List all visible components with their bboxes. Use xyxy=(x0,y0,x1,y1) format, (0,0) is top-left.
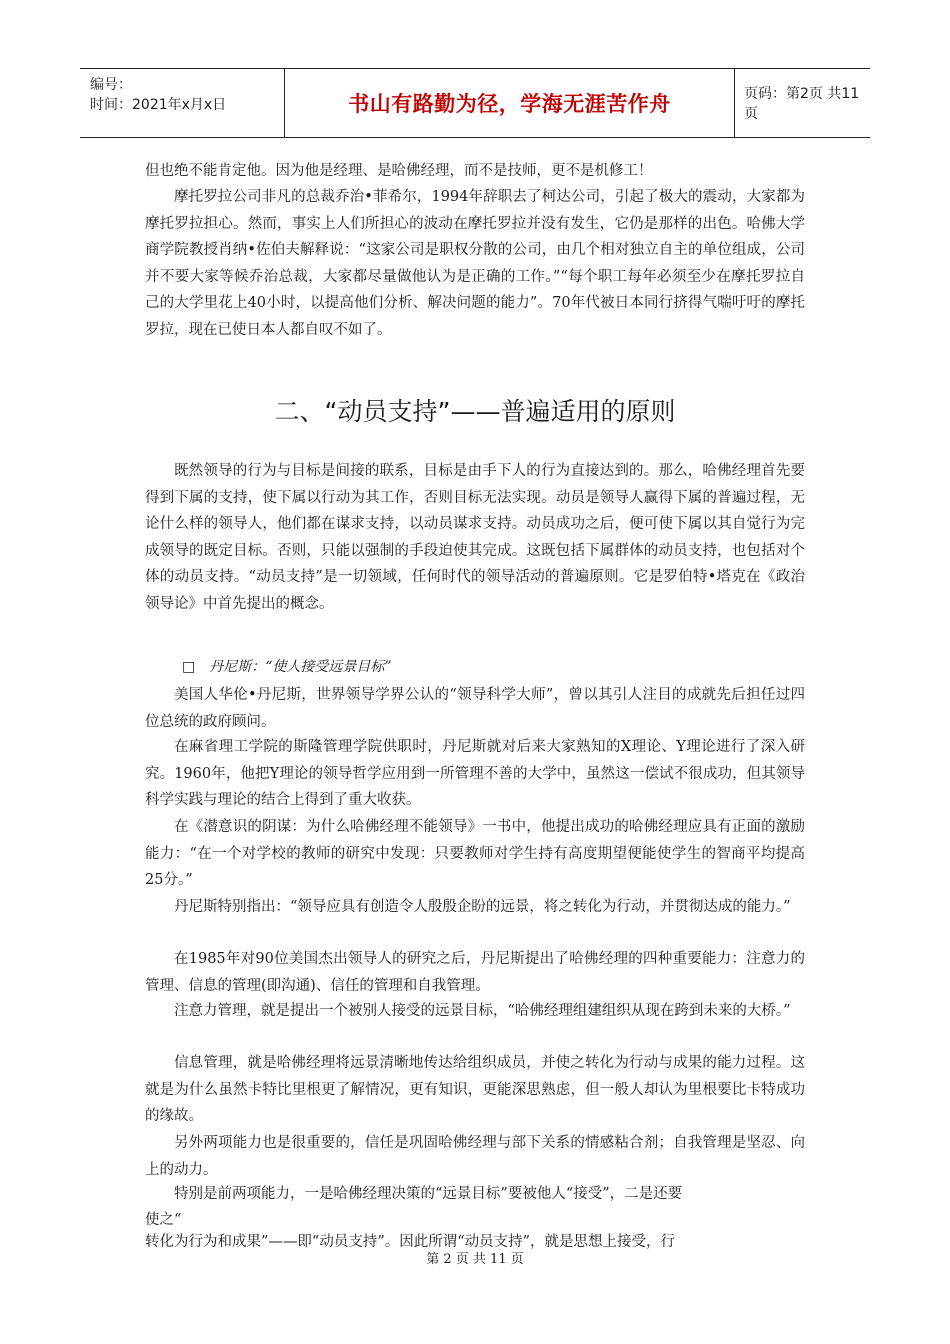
checkbox-glyph-icon: □ xyxy=(182,659,196,675)
header-meta xyxy=(80,69,285,137)
paragraph-9: 注意力管理，就是提出一个被别人接受的远景目标，“哈佛经理组建组织从现在跨到未来的大桥。” xyxy=(174,1003,791,1019)
paragraph-8: 在1985年对90位美国杰出领导人的研究之后，丹尼斯提出了哈佛经理的四种重要能力：注意力的管理、信息的管理(即沟通)、信任的管理和自我管理。 xyxy=(145,951,805,994)
code-label: 编号： xyxy=(90,77,132,93)
paragraph-7: 丹尼斯特别指出：“领导应具有创造令人殷殷企盼的远景，将之转化为行动，并贯彻达成的能力。” xyxy=(174,899,791,915)
paragraph-5: 在麻省理工学院的斯隆管理学院供职时，丹尼斯就对后来大家熟知的X理论、Y理论进行了深入研究。1960年，他把Y理论的领导哲学应用到一所管理不善的大学中，虽然这一偿试不很成功，但其领导科学实践与理论的结合上得到了重大收获。 xyxy=(145,739,805,808)
subheading xyxy=(182,656,392,676)
paragraph-3: 既然领导的行为与目标是间接的联系，目标是由手下人的行为直接达到的。那么，哈佛经理首先要得到下属的支持，使下属以行动为其工作，否则目标无法实现。动员是领导人赢得下属的普遍过程，无论什么样的领导人，他们都在谋求支持，以动员谋求支持。动员成功之后，便可使下属以其自觉行为完成领导的既定目标。否则，只能以强制的手段迫使其完成。这既包括下属群体的动员支持，也包括对个体的动员支持。“动员支持”是一切领域，任何时代的领导活动的普遍原则。它是罗伯特•塔克在《政治领导论》中首先提出的概念。 xyxy=(145,463,805,612)
paragraph-2: 摩托罗拉公司非凡的总裁乔治•菲希尔，1994年辞职去了柯达公司，引起了极大的震动，大家都为摩托罗拉担心。然而，事实上人们所担心的波动在摩托罗拉并没有发生，它仍是那样的出色。哈佛大学商学院教授肖纳•佐伯夫解释说：“这家公司是职权分散的公司，由几个相对独立自主的单位组成，公司并不要大家等候乔治总裁，大家都尽量做他认为是正确的工作。”“每个职工每年必须至少在摩托罗拉自己的大学里花上40小时，以提高他们分析、解决问题的能力”。70年代被日本同行挤得气喘吁吁的摩托罗拉，现在已使日本人都自叹不如了。 xyxy=(145,189,805,338)
paragraph-1: 但也绝不能肯定他。因为他是经理、是哈佛经理，而不是技师，更不是机修工！ xyxy=(145,163,653,179)
page-footer: 第 2 页 共 11 页 xyxy=(426,1252,524,1267)
header-motto: 书山有路勤为径，学海无涯苦作舟 xyxy=(348,92,671,116)
header-motto-cell xyxy=(285,69,735,137)
header-page-label: 页码：第2页 共11页 xyxy=(744,86,860,122)
header-page-cell xyxy=(735,69,870,137)
page-header xyxy=(80,68,870,138)
section-heading: 二、“动员支持”——普遍适用的原则 xyxy=(274,397,676,426)
paragraph-11: 另外两项能力也是很重要的，信任是巩固哈佛经理与部下关系的情感粘合剂；自我管理是坚忍、向上的动力。 xyxy=(145,1135,805,1178)
paragraph-12-line-1: 特别是前两项能力，一是哈佛经理决策的“远景目标”要被他人“接受”，二是还要 xyxy=(174,1186,683,1202)
paragraph-10: 信息管理，就是哈佛经理将远景清晰地传达给组织成员，并使之转化为行动与成果的能力过程。这就是为什么虽然卡特比里根更了解情况，更有知识，更能深思熟虑，但一般人却认为里根要比卡特成功的缘故。 xyxy=(145,1055,805,1124)
subheading-text: 丹尼斯：“使人接受远景目标” xyxy=(209,659,392,675)
paragraph-6: 在《潜意识的阴谋：为什么哈佛经理不能领导》一书中，他提出成功的哈佛经理应具有正面的激励能力：“在一个对学校的教师的研究中发现：只要教师对学生持有高度期望便能使学生的智商平均提高25分。” xyxy=(145,819,805,888)
paragraph-4: 美国人华伦•丹尼斯，世界领导学界公认的“领导科学大师”，曾以其引人注目的成就先后担任过四位总统的政府顾问。 xyxy=(145,687,805,730)
paragraph-12-line-2: 使之“ xyxy=(145,1212,182,1228)
date-label: 时间：2021年x月x日 xyxy=(90,97,227,113)
paragraph-12-line-3: 转化为行为和成果”——即“动员支持”。因此所谓“动员支持”，就是思想上接受，行 xyxy=(145,1234,676,1250)
